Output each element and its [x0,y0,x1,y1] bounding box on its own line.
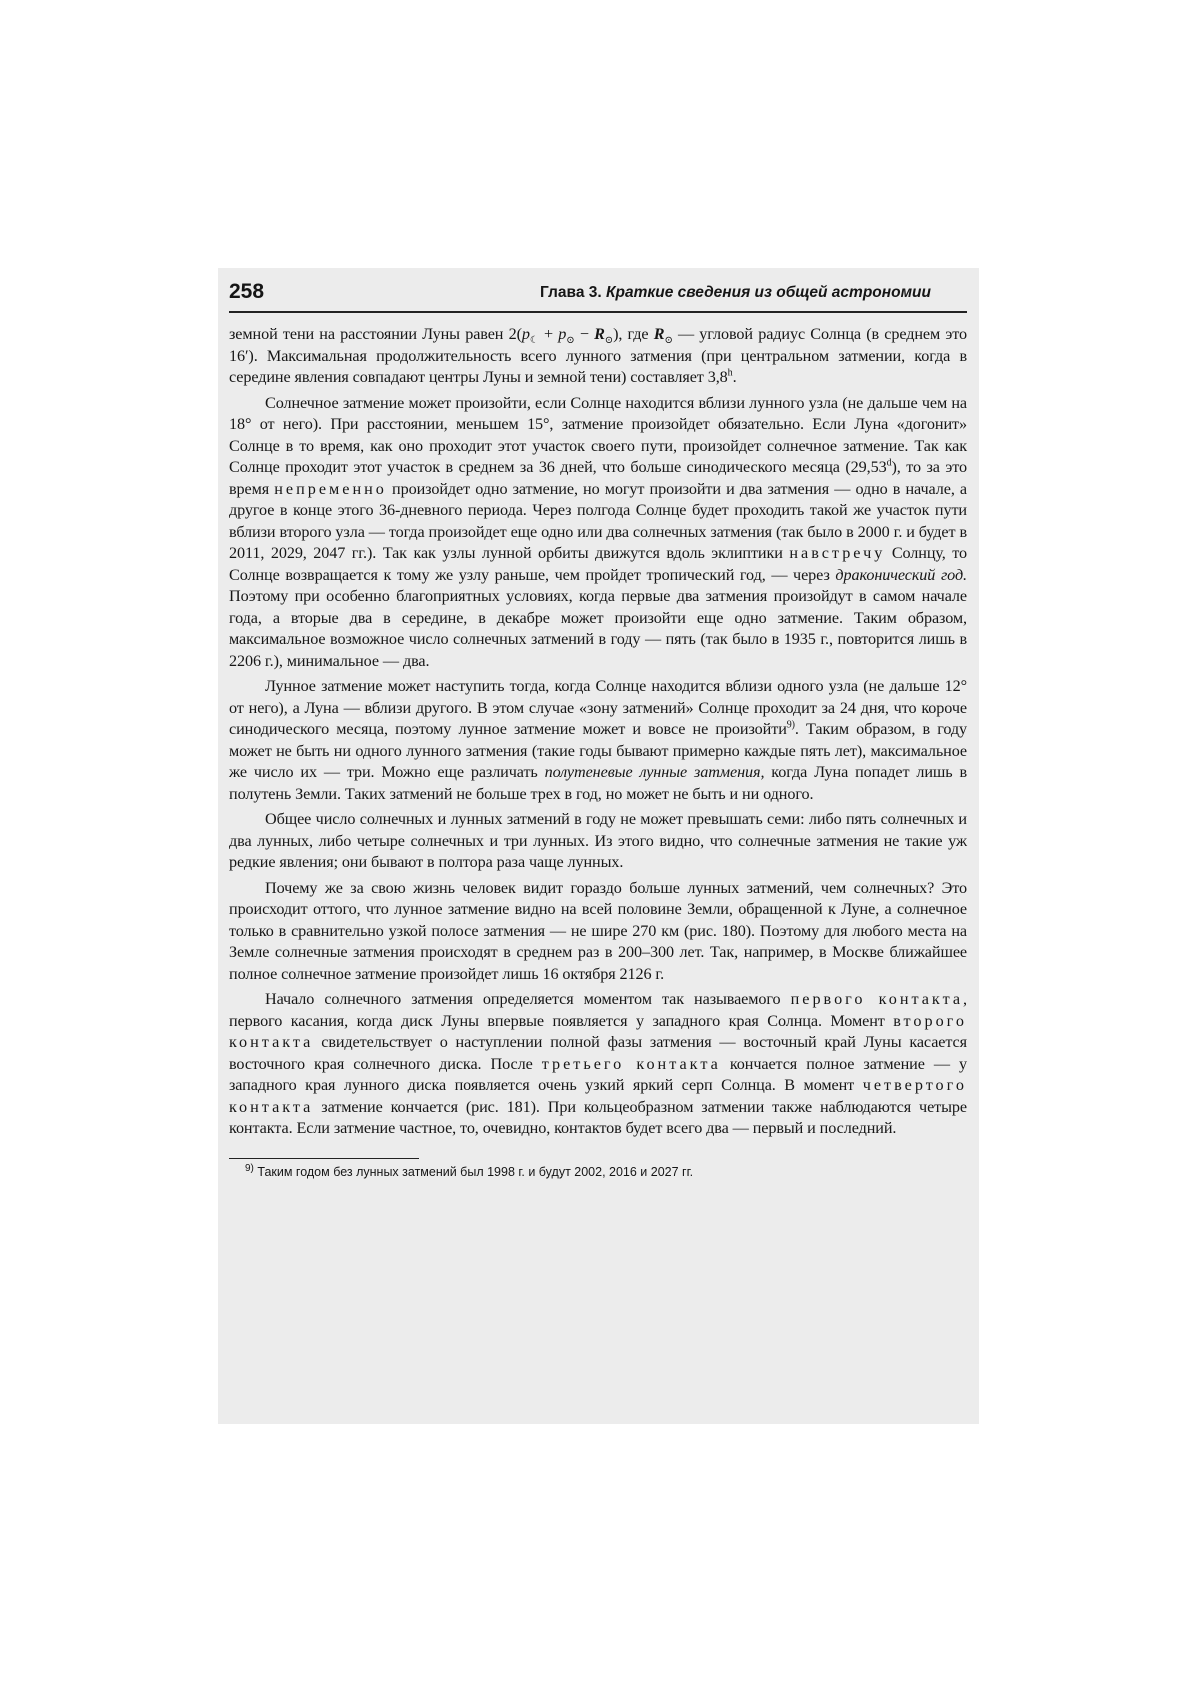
text: . Таким образом, в году может не быть ни одного лунного затмения (такие годы бывают примерно каждые пять лет), максимальное же число их — три. Можно еще различать [229,720,967,781]
spaced-emphasis: непременно [274,479,387,498]
chapter-label: Глава 3. [540,284,602,301]
footnote-rule [229,1158,419,1159]
footnote-text: Таким годом без лунных затмений был 1998 г. и будут 2002, 2016 и 2027 гг. [253,1164,694,1179]
text: . [732,368,737,386]
text: Солнцу, то Солнце возвращается к тому же узлу раньше, чем пройдет тропический год, — через [229,544,967,584]
sun-symbol: ⊙ [664,335,673,347]
text: Начало солнечного затмения определяется моментом так называемого [265,990,791,1008]
italic-term: драконический год. [835,565,967,584]
text: Лунное затмение может наступить тогда, когда Солнце находится вблизи одного узла (не дальше 12° от него), а Луна — вблизи другого. В этом случае «зону затмений» Солнце проходит за 24 дня, что короче синодического месяца, поэтому лунное затмение может и вовсе не произойти [229,677,967,738]
spaced-emphasis: второго контакта [229,1011,967,1051]
text: ), то за это время [229,458,967,498]
text: − [574,325,595,343]
math-p: p [521,325,530,343]
paragraph-2 [229,393,967,673]
spaced-emphasis: третьего контакта [541,1054,721,1073]
text: когда Луна попадет лишь в полутень Земли. Таких затмений не больше трех в год, но может не быть и ни одного. [229,763,967,803]
text: земной тени на расстоянии Луны равен 2( [229,325,522,343]
text: кончается полное затмение — у западного края лунного диска появляется очень узкий яркий серп Солнца. В момент [229,1054,967,1094]
spaced-emphasis: навстречу [789,544,886,562]
paragraph-5: Почему же за свою жизнь человек видит гораздо больше лунных затмений, чем солнечных? Это происходит оттого, что лунное затмение видно на всей половине Земли, обращенной к Луне, а солнечное только в сравнительно узкой полосе затмения — не шире 270 км (рис. 180). Поэтому для любого места на Земле солнечные затмения происходят в среднем раз в 200–300 лет. Так, например, в Москве ближайшее полное солнечное затмение произойдет лишь 16 октября 2126 г. [229,878,967,983]
book-page [229,278,967,1418]
text: ), где [613,325,654,343]
footnote-ref[interactable]: 9) [786,719,795,731]
spaced-emphasis: первого контакта [790,990,964,1008]
paragraph-3 [229,676,967,805]
text: — угловой радиус Солнца (в среднем это 16′). Максимальная продолжительность всего лунного затмения (при центральном затмении, когда в середине явления совпадают центры Луны и земной тени) составляет 3,8 [229,325,967,386]
text: , первого касания, когда диск Луны впервые появляется у западного края Солнца. Момент [229,990,967,1030]
hours-superscript: h [727,367,733,379]
chapter-title: Краткие сведения из общей астрономии [606,284,931,301]
running-header [229,278,967,312]
paragraph-6 [229,989,967,1140]
text: Поэтому при особенно благоприятных условиях, когда первые два затмения произойдут в самом начале года, а вторые два в середине, в декабре может произойти еще одно затмение. Таким образом, максимальное возможное число солнечных затмений в году — пять (так было в 1935 г., повторится лишь в 2206 г.), минимальное — два. [229,587,967,670]
italic-term: полутеневые лунные затмения, [544,763,765,781]
sun-symbol: ⊙ [566,335,575,347]
text: произойдет одно затмение, но могут произойти и два затмения — одно в начале, а другое в конце этого 36-дневного периода. Через полгода Солнце будет проходить такой же участок пути вблизи второго узла — тогда произойдет еще одно или два солнечных затмения (так было в 2000 г. и будет в 2011, 2029, 2047 гг.). Так как узлы лунной орбиты движутся вдоль эклиптики [229,479,967,562]
header-rule [229,311,967,313]
moon-symbol: ☾ [529,335,539,347]
text: свидетельствует о наступлении полной фазы затмения — восточный край Луны касается восточного края солнечного диска. После [229,1033,967,1073]
paragraph-1 [229,324,967,389]
paragraph-4: Общее число солнечных и лунных затмений в году не может превышать семи: либо пять солнечных и два лунных, либо четыре солнечных и три лунных. Из этого видно, что солнечные затмения не такие уж редкие явления; они бывают в полтора раза чаще лунных. [229,810,967,871]
footnote-marker: 9) [245,1162,254,1174]
text: Солнечное затмение может произойти, если Солнце находится вблизи лунного узла (не дальше чем на 18° от него). При расстоянии, меньшем 15°, затмение произойдет обязательно. Если Луна «догонит» Солнце в то время, как оно проходит этот участок своего пути, произойдет солнечное затмение. Так как Солнце проходит этот участок в среднем за 36 дней, что больше синодического месяца (29,53 [229,393,967,476]
math-r: R [653,325,665,343]
math-r: R [594,325,605,343]
text: затмение кончается (рис. 181). При кольцеобразном затмении также наблюдаются четыре контакта. Если затмение частное, то, очевидно, контактов будет всего два — первый и последний. [229,1097,967,1137]
days-superscript: d [886,457,892,469]
math-p: p [558,325,567,343]
sun-symbol: ⊙ [604,335,614,347]
page-number: 258 [229,280,265,303]
chapter-heading [540,284,931,302]
spaced-emphasis: четвертого контакта [229,1076,967,1116]
body-text [229,312,967,1179]
text: + [538,325,559,343]
footnote [229,1162,967,1179]
